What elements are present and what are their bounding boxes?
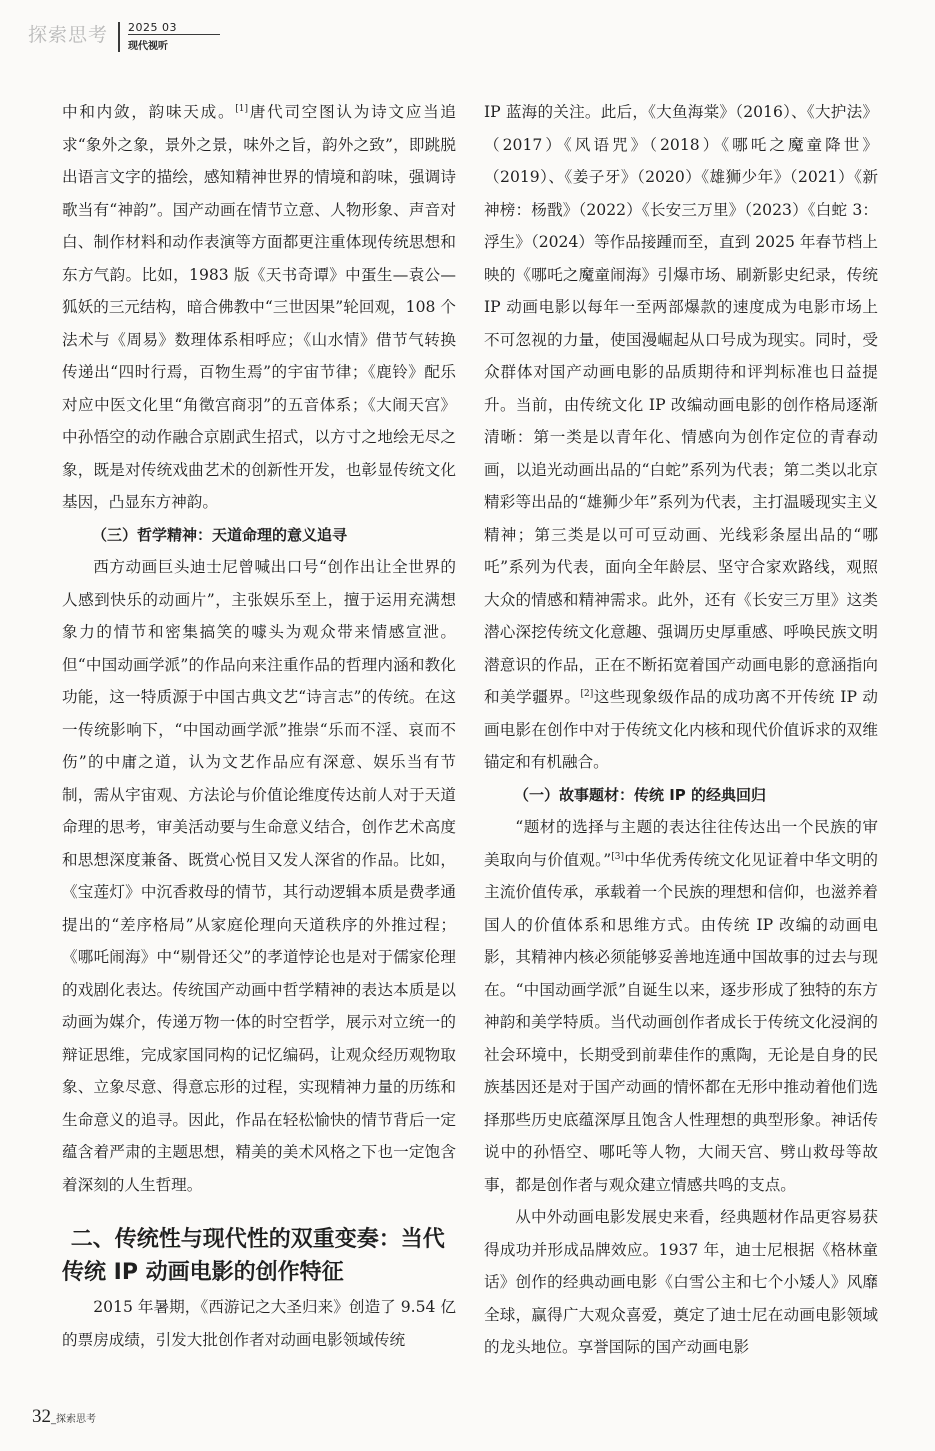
issue-number: 2025 03	[128, 21, 177, 34]
paragraph: 中和内敛，韵味天成。[1]唐代司空图认为诗文应当追求“象外之象，景外之景，味外之旨，韵外之致”，即跳脱出语言文字的描绘，感知精神世界的情境和韵味，强调诗歌当有“神韵”。国产动画在情节立意、人物形象、声音对白、制作材料和动作表演等方面都更注重体现传统思想和东方气韵。比如，1983 版《天书奇谭》中蛋生—袁公—狐妖的三元结构，暗合佛教中“三世因果”轮回观，108 个法术与《周易》数理体系相呼应；《山水情》借节气转换传递出“四时行焉，百物生焉”的宇宙节律；《鹿铃》配乐对应中医文化里“角徵宫商羽”的五音体系；《大闹天宫》中孙悟空的动作融合京剧武生招式，以方寸之地绘无尽之象，既是对传统戏曲艺术的创新性开发，也彰显传统文化基因，凸显东方神韵。	[62, 103, 456, 511]
left-column	[62, 96, 456, 1356]
page-header	[28, 14, 908, 58]
header-divider	[118, 22, 120, 52]
section-heading: 二、传统性与现代性的双重变奏：当代传统 IP 动画电影的创作特征	[62, 1227, 445, 1285]
section-title: 探索思考	[28, 24, 109, 46]
paragraph: IP 蓝海的关注。此后，《大鱼海棠》（2016）、《大护法》（2017）《风语咒》（2018）《哪吒之魔童降世》（2019）、《姜子牙》（2020）《雄狮少年》（2021）《新神榜：杨戬》（2022）《长安三万里》（2023）《白蛇 3：浮生》（2024）等作品接踵而至，直到 2025 年春节档上映的《哪吒之魔童闹海》引爆市场、刷新影史纪录，传统 IP 动画电影以每年一至两部爆款的速度成为电影市场上不可忽视的力量，使国漫崛起从口号成为现实。同时，受众群体对国产动画电影的品质期待和评判标准也日益提升。当前，由传统文化 IP 改编动画电影的创作格局逐渐清晰：第一类是以青年化、情感向为创作定位的青春动画，以追光动画出品的“白蛇”系列为代表；第二类以北京精彩等出品的“雄狮少年”系列为代表，主打温暖现实主义精神；第三类是以可可豆动画、光线彩条屋出品的“哪吒”系列为代表，面向全年龄层、坚守合家欢路线，观照大众的情感和精神需求。此外，还有《长安三万里》这类潜心深挖传统文化意趣、强调历史厚重感、呼唤民族文明潜意识的作品，正在不断拓宽着国产动画电影的意涵指向和美学疆界。[2]这些现象级作品的成功离不开传统 IP 动画电影在创作中对于传统文化内核和现代价值诉求的双维锚定和有机融合。	[484, 103, 878, 771]
paragraph: 西方动画巨头迪士尼曾喊出口号“创作出让全世界的人感到快乐的动画片”，主张娱乐至上，擅于运用充满想象力的情节和密集搞笑的噱头为观众带来情感宣泄。但“中国动画学派”的作品向来注重作品的哲理内涵和教化功能，这一特质源于中国古典文艺“诗言志”的传统。在这一传统影响下，“中国动画学派”推崇“乐而不淫、哀而不伤”的中庸之道，认为文艺作品应有深意、娱乐当有节制，需从宇宙观、方法论与价值论维度传达前人对于天道命理的思考，审美活动要与生命意义结合，创作艺术高度和思想深度兼备、既赏心悦目又发人深省的作品。比如，《宝莲灯》中沉香救母的情节，其行动逻辑本质是费孝通提出的“差序格局”从家庭伦理向天道秩序的外推过程；《哪吒闹海》中“剔骨还父”的孝道悖论也是对于儒家伦理的戏剧化表达。传统国产动画中哲学精神的表达本质是以动画为媒介，传递万物一体的时空哲学，展示对立统一的辩证思维，完成家国同构的记忆编码，让观众经历观物取象、立象尽意、得意忘形的过程，实现精神力量的历练和生命意义的追寻。因此，作品在轻松愉快的情节背后一定蕴含着严肃的主题思想，精美的美术风格之下也一定饱含着深刻的人生哲理。	[62, 558, 456, 1194]
paragraph: 从中外动画电影发展史来看，经典题材作品更容易获得成功并形成品牌效应。1937 年，迪士尼根据《格林童话》创作的经典动画电影《白雪公主和七个小矮人》风靡全球，赢得广大观众喜爱，奠定了迪士尼在动画电影领域的龙头地位。享誉国际的国产动画电影	[484, 1208, 878, 1356]
paragraph: “题材的选择与主题的表达往往传达出一个民族的审美取向与价值观。”[3]中华优秀传统文化见证着中华文明的主流价值传承，承载着一个民族的理想和信仰，也滋养着国人的价值体系和思维方式。由传统 IP 改编的动画电影，其精神内核必须能够妥善地连通中国故事的过去与现在。“中国动画学派”自诞生以来，逐步形成了独特的东方神韵和美学特质。当代动画创作者成长于传统文化浸润的社会环境中，长期受到前辈佳作的熏陶，无论是自身的民族基因还是对于国产动画的情怀都在无形中推动着他们选择那些历史底蕴深厚且饱含人性理想的典型形象。神话传说中的孙悟空、哪吒等人物，大闹天宫、劈山救母等故事，都是创作者与观众建立情感共鸣的支点。	[484, 818, 878, 1194]
journal-title: 现代视听	[128, 41, 168, 52]
footer-journal-name: _探索思考	[51, 1414, 96, 1425]
header-rule	[128, 34, 220, 35]
footnote-ref[interactable]: [3]	[611, 851, 624, 862]
page-number: 32	[32, 1406, 51, 1427]
page-footer	[32, 1406, 96, 1428]
footnote-ref[interactable]: [2]	[580, 688, 594, 699]
footnote-ref[interactable]: [1]	[235, 103, 249, 114]
paragraph: 2015 年暑期，《西游记之大圣归来》创造了 9.54 亿的票房成绩，引发大批创作者对动画电影领域传统	[62, 1298, 456, 1349]
right-column	[484, 96, 878, 1364]
subsection-heading: （三）哲学精神：天道命理的意义追寻	[92, 525, 348, 544]
subsection-heading: （一）故事题材：传统 IP 的经典回归	[514, 785, 767, 804]
